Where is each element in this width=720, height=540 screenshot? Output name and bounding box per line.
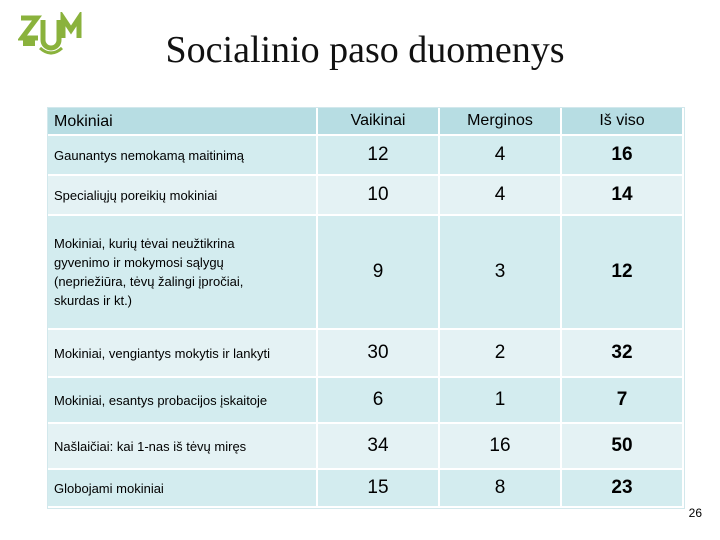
girls-cell: 3 — [440, 216, 562, 330]
header-is-viso: Iš viso — [562, 108, 684, 136]
girls-cell: 2 — [440, 330, 562, 378]
row-label: Mokiniai, esantys probacijos įskaitoje — [48, 378, 318, 424]
total-cell: 23 — [562, 470, 684, 508]
girls-cell: 1 — [440, 378, 562, 424]
boys-cell: 9 — [318, 216, 440, 330]
data-table — [48, 108, 684, 508]
table-row — [48, 136, 684, 176]
table-row — [48, 176, 684, 216]
boys-cell: 15 — [318, 470, 440, 508]
page-number: 26 — [688, 506, 702, 520]
header-mokiniai: Mokiniai — [48, 108, 318, 136]
girls-cell: 4 — [440, 136, 562, 176]
table-row — [48, 330, 684, 378]
row-label: Globojami mokiniai — [48, 470, 318, 508]
boys-cell: 10 — [318, 176, 440, 216]
table-row — [48, 424, 684, 470]
boys-cell: 6 — [318, 378, 440, 424]
total-cell: 16 — [562, 136, 684, 176]
table-header-row — [48, 108, 684, 136]
row-label: Mokiniai, kurių tėvai neužtikrina gyvenimo ir mokymosi sąlygų (nepriežiūra, tėvų žalingi įpročiai, skurdas ir kt.) — [48, 216, 318, 330]
row-label: Specialiųjų poreikių mokiniai — [48, 176, 318, 216]
header-merginos: Merginos — [440, 108, 562, 136]
row-label: Našlaičiai: kai 1-nas iš tėvų miręs — [48, 424, 318, 470]
table-row — [48, 216, 684, 330]
page-title: Socialinio paso duomenys — [165, 29, 565, 71]
header-vaikinai: Vaikinai — [318, 108, 440, 136]
total-cell: 50 — [562, 424, 684, 470]
girls-cell: 8 — [440, 470, 562, 508]
table-row — [48, 378, 684, 424]
total-cell: 12 — [562, 216, 684, 330]
boys-cell: 34 — [318, 424, 440, 470]
girls-cell: 16 — [440, 424, 562, 470]
boys-cell: 12 — [318, 136, 440, 176]
boys-cell: 30 — [318, 330, 440, 378]
total-cell: 32 — [562, 330, 684, 378]
total-cell: 7 — [562, 378, 684, 424]
row-label: Gaunantys nemokamą maitinimą — [48, 136, 318, 176]
row-label: Mokiniai, vengiantys mokytis ir lankyti — [48, 330, 318, 378]
total-cell: 14 — [562, 176, 684, 216]
girls-cell: 4 — [440, 176, 562, 216]
table-row — [48, 470, 684, 508]
